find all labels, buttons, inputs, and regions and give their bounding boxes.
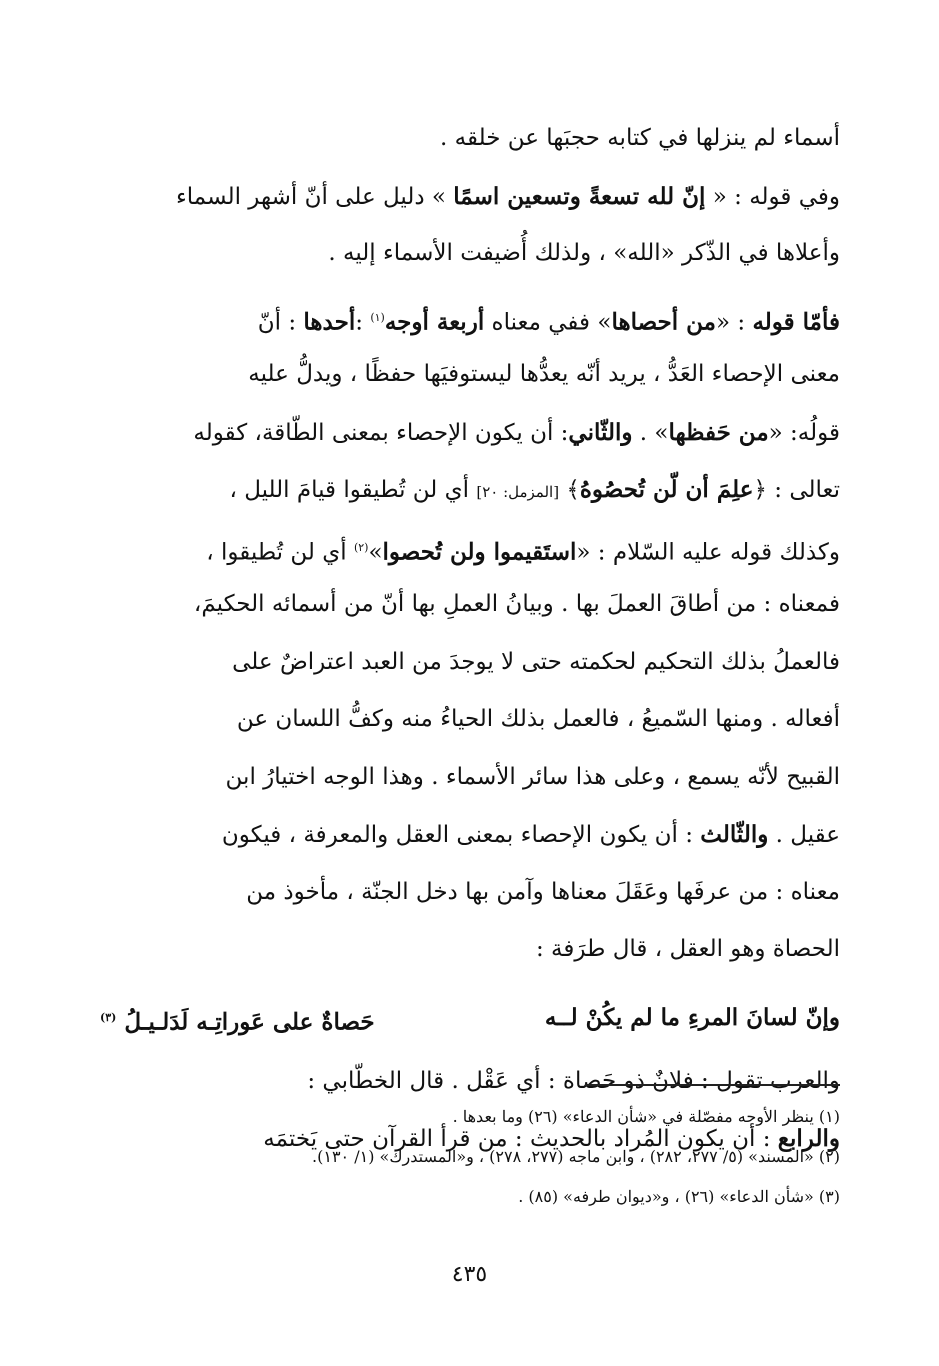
poem-verse: [100, 979, 840, 1053]
text-segment: فالعملُ بذلك التحكيم لحكمته حتى لا يوجدَ من العبد اعتراضٌ على: [232, 648, 840, 675]
bold-term: والثّالث: [700, 821, 769, 848]
bold-term: والثّاني: [568, 418, 633, 446]
text-line: [100, 404, 840, 462]
text-segment: معناه : من عرفَها وعَقَلَ معناها وآمن بها دخل الجنّة ، مأخوذ من: [246, 878, 840, 905]
text-segment: : أن يكون المُراد بالحديث : من قرأ القرآن حتى يَختمَه: [263, 1126, 778, 1152]
footnote-rule: [585, 1084, 840, 1086]
text-segment: » دليل على أنّ أشهر السماء: [175, 183, 454, 210]
bold-term: والرابع: [777, 1125, 840, 1152]
bold-term: أحدها: [303, 308, 356, 336]
text-segment: : أنّ: [257, 309, 304, 336]
text-line: [100, 110, 840, 168]
text-line: [100, 576, 840, 634]
text-segment: أفعاله . ومنها السّميعُ ، فالعمل بذلك الحياءُ منه وكفُّ اللسان عن: [236, 706, 840, 732]
text-segment: فمعناه : من أطاقَ العملَ بها . وبيانُ العملِ بها أنّ من أسمائه الحكيمَ،: [193, 591, 840, 617]
main-text: [100, 110, 840, 1168]
text-segment: : أن يكون الإحصاء بمعنى العقل والمعرفة ، فيكون: [221, 822, 701, 848]
text-segment: قولُه: «: [768, 419, 840, 446]
text-segment: معنى الإحصاء العَدُّ ، يريد أنّه يعدُّها ليستوفيَها حفظًا ، ويدلُّ عليه: [248, 361, 840, 387]
text-line: [100, 864, 840, 922]
text-line: [100, 225, 840, 283]
text-segment: » ففي معناه: [484, 309, 612, 336]
text-line: [100, 289, 840, 347]
poem-second-hemistich: حَصاةٌ على عَوراتِـه لَدَلـيـلُ $^{(٣)}$: [100, 1008, 375, 1036]
text-segment: »: [368, 539, 383, 566]
text-line: [100, 749, 840, 807]
bold-term: إنّ لله تسعةً وتسعين اسمًا: [453, 182, 706, 210]
text-segment: ﴾: [559, 477, 580, 503]
text-line: [100, 346, 840, 404]
footnotes: [100, 1097, 840, 1217]
poem-footnote-marker: (٣): [100, 1010, 117, 1024]
bold-term: من حَفظها: [668, 418, 769, 446]
text-segment: وكذلك قوله عليه السّلام : «: [576, 539, 840, 566]
text-line: [100, 806, 840, 864]
text-line: [100, 691, 840, 749]
bold-term: فأمّا قوله: [752, 308, 840, 336]
footnote-marker: (١): [370, 310, 385, 324]
text-lines: [100, 110, 840, 979]
text-segment: عقيل .: [768, 822, 840, 848]
text-segment: » .: [632, 419, 669, 446]
bold-term: من أحصاها: [611, 308, 716, 336]
page-number: ٤٣٥: [451, 1262, 488, 1287]
text-segment: أسماء لم ينزلها في كتابه حجبَها عن خلقه .: [440, 125, 840, 151]
footnote-1: (١) ينظر الأوجه مفصّلة في «شأن الدعاء» (٢٦) وما بعدها .: [452, 1107, 840, 1126]
footnote-3: (٣) «شأن الدعاء» (٢٦) ، و«ديوان طرفه» (٨٥) .: [518, 1187, 840, 1206]
footnote-marker: (٢): [353, 540, 369, 554]
text-segment: وأعلاها في الذّكر «الله» ، ولذلك أُضيفت الأسماء إليه .: [328, 240, 840, 266]
text-segment: : أن يكون الإحصاء بمعنى الطّاقة، كقوله: [193, 419, 569, 446]
text-segment: تعالى : ﴿: [753, 477, 840, 503]
bold-term: علِمَ أن لّن تُحصُوهُ: [579, 476, 754, 503]
bold-term: أربعة أوجه: [384, 308, 485, 336]
text-segment: أي لن تُطيقوا قيامَ الليل ،: [229, 477, 477, 503]
bold-term: استَقيموا ولن تُحصوا: [382, 538, 577, 566]
text-segment: : «: [715, 309, 753, 336]
text-segment: القبيح لأنّه يسمع ، وعلى هذا سائر الأسماء . وهذا الوجه اختيارُ ابن: [225, 763, 840, 790]
text-segment: أي لن تُطيقوا ،: [206, 539, 354, 566]
footnote-2: (٢) «المسند» (٥/ ٢٧٧، ٢٨٢) ، وابن ماجه (٢٧٧، ٢٧٨) ، و«المستدرك» (١/ ١٣٠).: [312, 1147, 840, 1166]
text-line: [100, 519, 840, 577]
text-segment: وفي قوله : «: [705, 183, 840, 210]
poem-first-hemistich: وإنّ لسانَ المرءِ ما لم يكُنْ لــه: [544, 1003, 840, 1031]
text-segment: :: [355, 309, 371, 336]
text-segment: الحصاة وهو العقل ، قال طرَفة :: [536, 936, 840, 962]
text-line: [100, 168, 840, 226]
text-line: [100, 921, 840, 979]
text-line: [100, 461, 840, 519]
verse-reference: [المزمل: ٢٠]: [476, 483, 560, 501]
text-segment: والعرب تقول : فلانٌ ذو حَصاة : أي عَقْل . قال الخطّابي :: [307, 1067, 840, 1094]
text-line: [100, 634, 840, 692]
